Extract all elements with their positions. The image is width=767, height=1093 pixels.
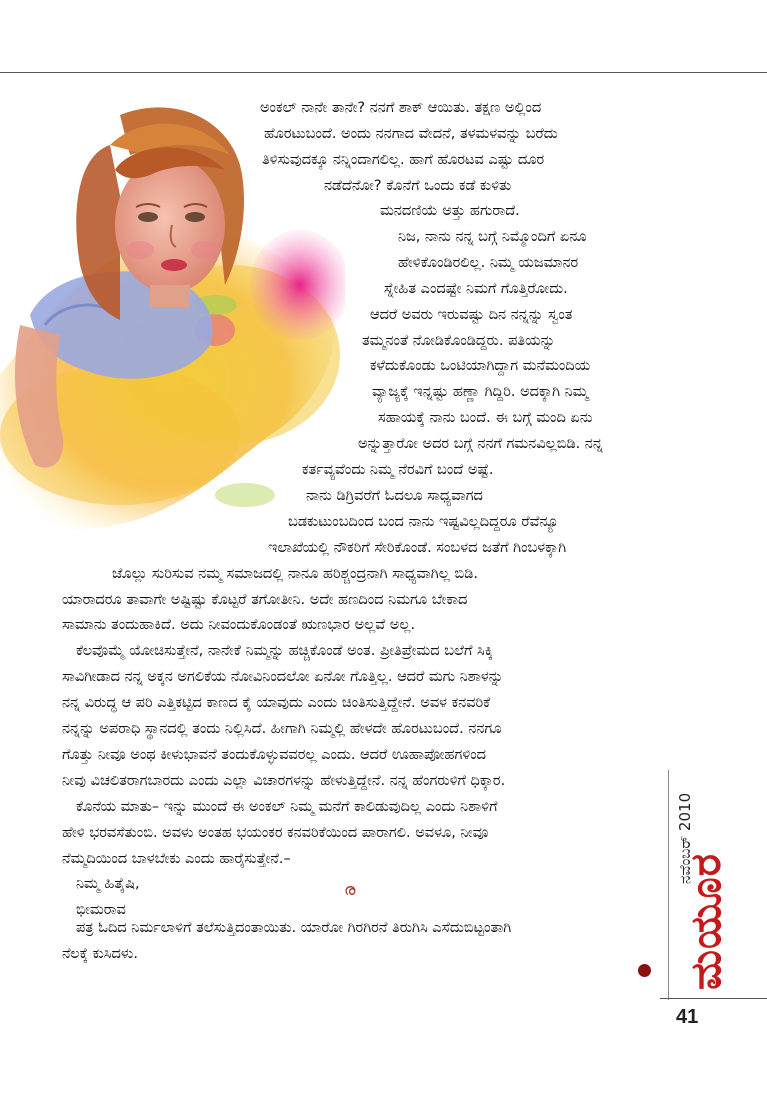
page-number: 41 xyxy=(676,1006,699,1028)
article-line-30: ನೆಮ್ಮದಿಯಿಂದ ಬಾಳಬೇಕು ಎಂದು ಹಾರೈಸುತ್ತೇನೆ.– xyxy=(62,851,291,867)
article-line-9: ಆದರೆ ಅವರು ಇರುವಷ್ಟು ದಿನ ನನ್ನನ್ನು ಸ್ವಂತ xyxy=(370,307,573,323)
section-ornament: ര xyxy=(344,880,356,899)
article-line-1: ಅಂಕಲ್ ನಾನೇ ತಾನೇ? ನನಗೆ ಶಾಕ್ ಆಯಿತು. ತಕ್ಷಣ ಅಲ್ಲಿಂದ xyxy=(260,100,542,116)
article-line-14: ಅನ್ನುತ್ತಾರೋ ಅದರ ಬಗ್ಗೆ ನನಗೆ ಗಮನವಿಲ್ಲಬಿಡಿ. ನನ್ನ xyxy=(358,436,603,452)
article-line-26: ಗೊತ್ತು ನೀವೂ ಅಂಥ ಕೀಳುಭಾವನೆ ತಂದುಕೊಳ್ಳುವವರಲ್ಲ ಎಂದು. ಆದರೆ ಊಹಾಪೋಹಗಳಿಂದ xyxy=(62,747,487,763)
article-line-28: ಕೊನೆಯ ಮಾತು– ಇನ್ನು ಮುಂದೆ ಈ ಅಂಕಲ್ ನಿಮ್ಮ ಮನೆಗೆ ಕಾಲಿಡುವುದಿಲ್ಲ ಎಂದು ನಿಶಾಳಿಗೆ xyxy=(76,799,498,815)
girl-watercolor-illustration xyxy=(0,75,345,535)
article-line-22: ಕೆಲವೊಮ್ಮೆ ಯೋಚಿಸುತ್ತೇನೆ, ನಾನೇಕೆ ನಿಮ್ಮನ್ನು ಹಚ್ಚಿಕೊಂಡೆ ಅಂತ. ಪ್ರೀತಿಪ್ರೇಮದ ಬಲೆಗೆ ಸಿಕ್ಕಿ xyxy=(76,643,493,659)
article-line-8: ಸ್ನೇಹಿತ ಎಂದಷ್ಟೇ ನಿಮಗೆ ಗೊತ್ತಿರೋದು. xyxy=(384,281,568,297)
bottom-rule xyxy=(660,998,767,999)
closing-line-1: ಪತ್ರ ಓದಿದ ನಿರ್ಮಲಾಳಿಗೆ ತಲೆಸುತ್ತಿದಂತಾಯಿತು. ಯಾರೋ ಗಿರಗಿರನೆ ತಿರುಗಿಸಿ ಎಸೆದುಬಿಟ್ಟಂತಾಗಿ xyxy=(76,920,512,936)
article-line-12: ವ್ಯಾಜ್ಯಕ್ಕೆ ಇನ್ನಷ್ಟು ಹಣ್ಣಾ ಗಿದ್ದಿರಿ. ಅದಕ್ಕಾಗಿ ನಿಮ್ಮ xyxy=(372,384,589,400)
magazine-masthead: ಮಯೂರ xyxy=(681,853,730,990)
issue-date: ನವೆಂಬರ್ 2010 xyxy=(676,792,694,884)
article-line-27: ನೀವು ವಿಚಲಿತರಾಗಬಾರದು ಎಂದು ಎಲ್ಲಾ ವಿಚಾರಗಳನ್ನು ಹೇಳುತ್ತಿದ್ದೇನೆ. ನನ್ನ ಹೆಂಗರುಳಿಗೆ ಧಿಕ್ಕಾರ. xyxy=(62,773,506,789)
article-line-18: ಇಲಾಖೆಯಲ್ಲಿ ನೌಕರಿಗೆ ಸೇರಿಕೊಂಡೆ. ಸಂಬಳದ ಜತೆಗೆ ಗಿಂಬಳಕ್ಕಾಗಿ xyxy=(268,540,567,556)
article-line-6: ನಿಜ, ನಾನು ನನ್ನ ಬಗ್ಗೆ ನಿಮ್ಮೊಂದಿಗೆ ಏನೂ xyxy=(398,229,587,245)
article-line-24: ನನ್ನ ವಿರುದ್ಧ ಆ ಪರಿ ಎತ್ತಿಕಟ್ಟಿದ ಕಾಣದ ಕೈ ಯಾವುದು ಎಂದು ಚಿಂತಿಸುತ್ತಿದ್ದೇನೆ. ಅವಳ ಕನವರಿಕೆ xyxy=(62,695,491,711)
article-line-10: ತಮ್ಮನಂತೆ ನೋಡಿಕೊಂಡಿದ್ದರು. ಪತಿಯನ್ನು xyxy=(362,333,556,349)
article-line-11: ಕಳೆದುಕೊಂಡು ಒಂಟಿಯಾಗಿದ್ದಾಗ ಮನೆಮಂದಿಯ xyxy=(370,358,591,374)
bullet-dot xyxy=(638,964,651,977)
top-rule xyxy=(0,72,767,73)
article-line-17: ಬಡಕುಟುಂಬದಿಂದ ಬಂದ ನಾನು ಇಷ್ಟವಿಲ್ಲದಿದ್ದರೂ ರೆವೆನ್ಯೂ xyxy=(288,514,559,530)
article-line-15: ಕರ್ತವ್ಯವೆಂದು ನಿಮ್ಮ ನೆರವಿಗೆ ಬಂದೆ ಅಷ್ಟೆ. xyxy=(302,462,494,478)
article-line-3: ತಿಳಿಸುವುದಕ್ಕೂ ನನ್ನಿಂದಾಗಲಿಲ್ಲ. ಹಾಗೆ ಹೊರಟವ ಎಷ್ಟು ದೂರ xyxy=(262,152,545,168)
margin-vertical-rule xyxy=(668,770,669,1000)
article-line-2: ಹೊರಟುಬಂದೆ. ಅಂದು ನನಗಾದ ವೇದನೆ, ತಳಮಳವನ್ನು ಬರೆದು xyxy=(264,126,558,142)
signature-name: ಭೀಮರಾವ xyxy=(76,902,126,918)
article-line-4: ನಡೆದೆನೋ? ಕೊನೆಗೆ ಒಂದು ಕಡೆ ಕುಳಿತು xyxy=(324,178,512,194)
article-line-29: ಹೇಳಿ ಭರವಸೆತುಂಬಿ. ಅವಳು ಅಂತಹ ಭಯಂಕರ ಕನವರಿಕೆಯಿಂದ ಪಾರಾಗಲಿ. ಅವಳೂ, ನೀವೂ xyxy=(62,825,489,841)
article-line-25: ನನ್ನನ್ನು ಅಪರಾಧಿ ಸ್ಥಾನದಲ್ಲಿ ತಂದು ನಿಲ್ಲಿಸಿದೆ. ಹೀಗಾಗಿ ನಿಮ್ಮಲ್ಲಿ ಹೇಳದೇ ಹೊರಟುಬಂದೆ. ನನಗೂ xyxy=(62,721,502,737)
article-line-21: ಸಾಮಾನು ತಂದುಹಾಕಿದೆ. ಅದು ನೀವಂದುಕೊಂಡಂತೆ ಋಣಭಾರ ಅಲ್ಲವೆ ಅಲ್ಲ. xyxy=(62,617,416,633)
article-line-16: ನಾನು ಡಿಗ್ರಿವರೆಗೆ ಓದಲೂ ಸಾಧ್ಯವಾಗದ xyxy=(306,488,483,504)
article-line-19: ಜೊಲ್ಲು ಸುರಿಸುವ ನಮ್ಮ ಸಮಾಜದಲ್ಲಿ ನಾನೂ ಹರಿಶ್ಚಂದ್ರನಾಗಿ ಸಾಧ್ಯವಾಗಿಲ್ಲ ಬಿಡಿ. xyxy=(112,566,478,582)
article-line-7: ಹೇಳಿಕೊಂಡಿರಲಿಲ್ಲ. ನಿಮ್ಮ ಯಜಮಾನರ xyxy=(398,255,579,271)
article-line-20: ಯಾರಾದರೂ ತಾವಾಗೇ ಅಷ್ಟಿಷ್ಟು ಕೊಟ್ಟರೆ ತಗೋತೀನಿ. ಅದೇ ಹಣದಿಂದ ನಿಮಗೂ ಬೇಕಾದ xyxy=(62,592,468,608)
signature-greeting: ನಿಮ್ಮ ಹಿತೈಷಿ, xyxy=(76,876,140,892)
article-line-23: ಸಾವಿಗೀಡಾದ ನನ್ನ ಅಕ್ಕನ ಅಗಲಿಕೆಯ ನೋವಿನಿಂದಲೋ ಏನೋ ಗೊತ್ತಿಲ್ಲ. ಆದರೆ ಮಗು ನಿಶಾಳನ್ನು xyxy=(62,669,504,685)
closing-line-2: ನೆಲಕ್ಕೆ ಕುಸಿದಳು. xyxy=(62,946,138,962)
article-line-5: ಮನದಣಿಯೆ ಅತ್ತು ಹಗುರಾದೆ. xyxy=(380,203,520,219)
article-line-13: ಸಹಾಯಕ್ಕೆ ನಾನು ಬಂದೆ. ಈ ಬಗ್ಗೆ ಮಂದಿ ಏನು xyxy=(378,410,593,426)
